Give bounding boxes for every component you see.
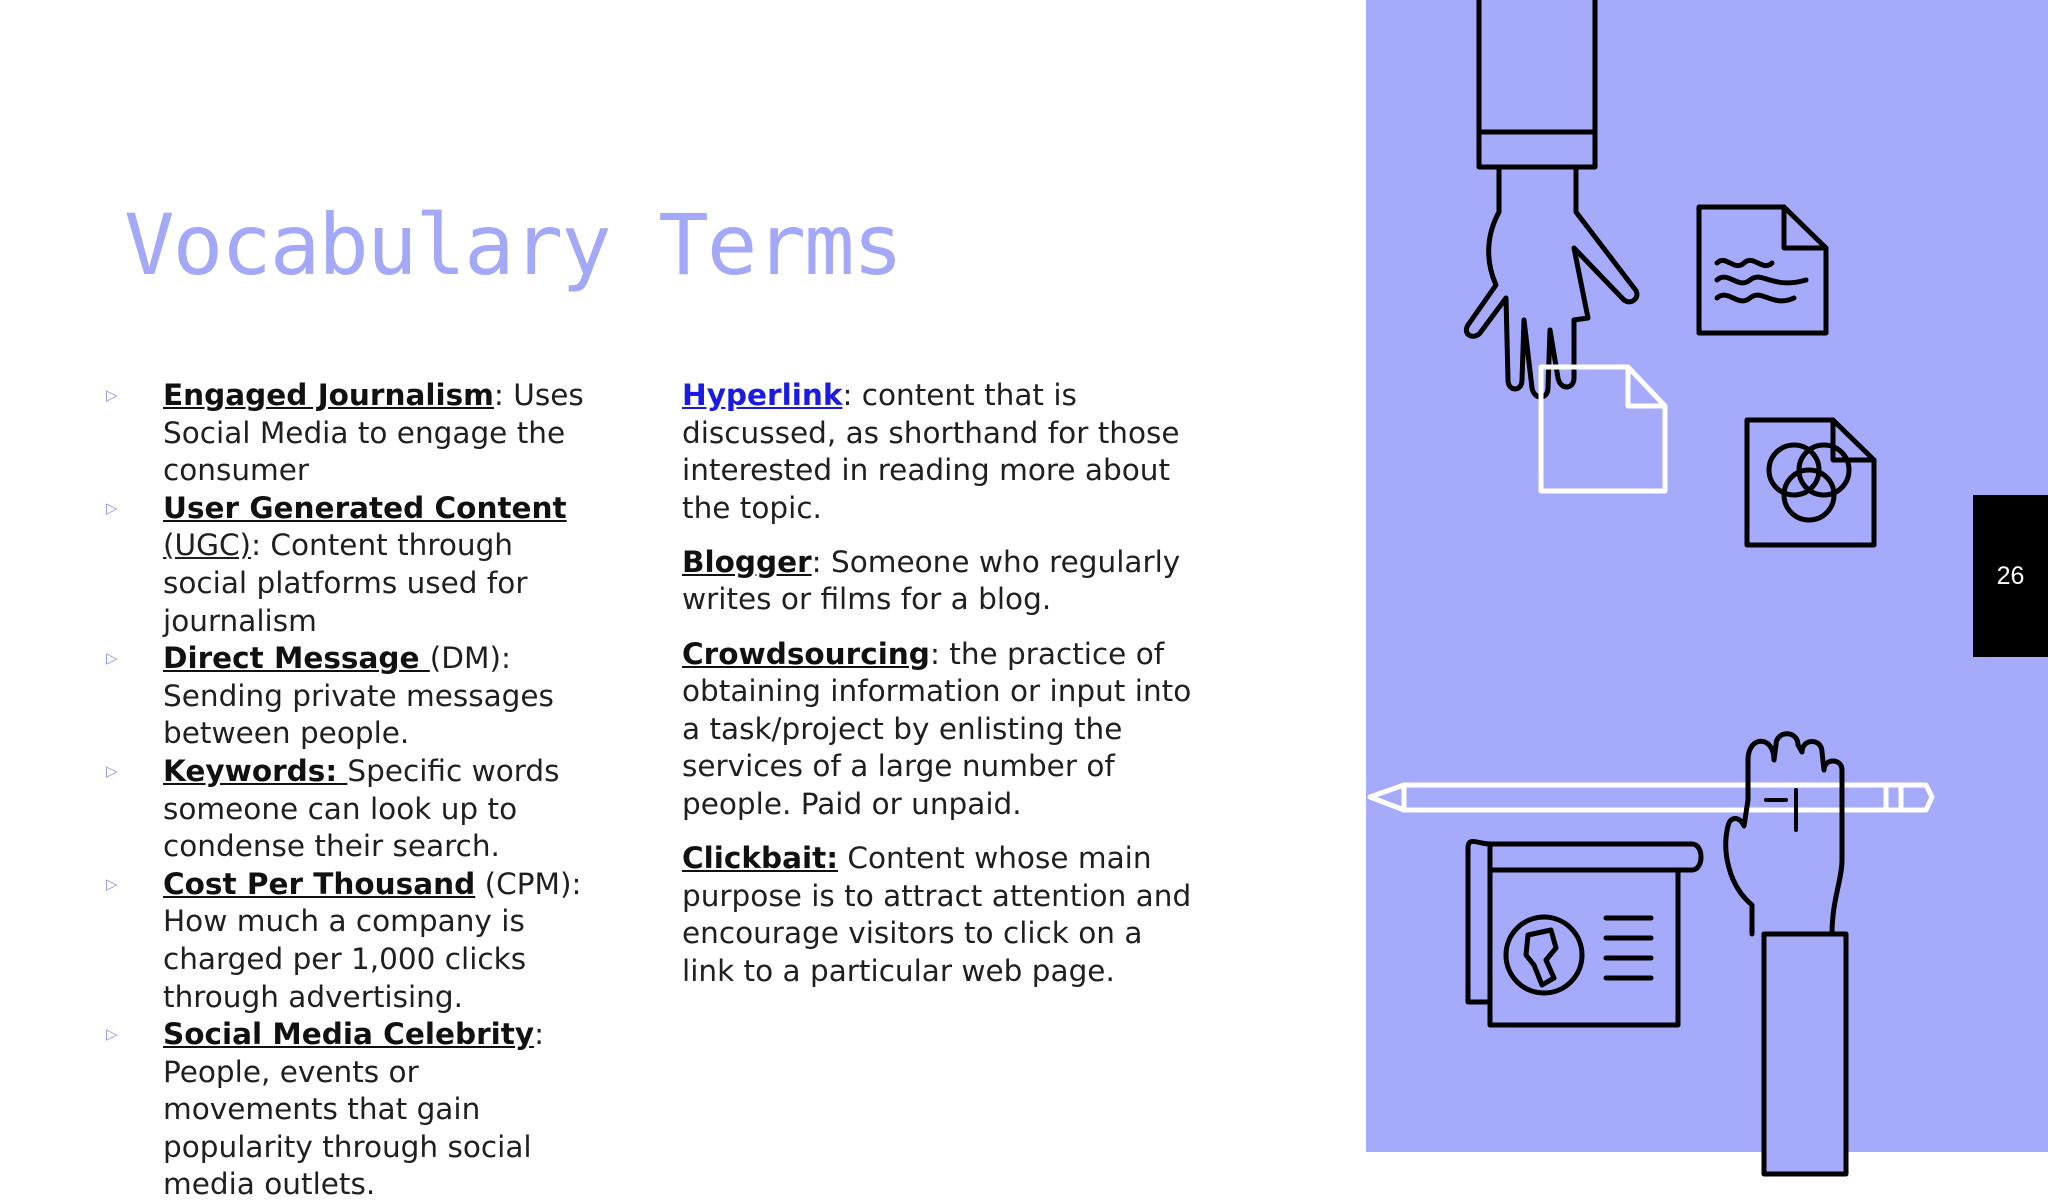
term: Keywords: <box>163 753 348 788</box>
hand-reaching-icon <box>1466 0 1637 397</box>
page-number-tab <box>1973 495 2048 657</box>
list-item <box>106 753 592 866</box>
bullet-triangle-icon: ▷ <box>106 874 118 893</box>
list-item <box>106 490 592 640</box>
term-paragraph <box>682 377 1202 527</box>
term: Blogger <box>682 544 812 579</box>
bullet-triangle-icon: ▷ <box>106 386 118 404</box>
list-item <box>106 377 592 490</box>
definition: : Uses Social Media to engage the consumer <box>163 378 584 488</box>
venn-document-icon <box>1747 420 1874 545</box>
hand-holding-pencil-icon <box>1370 734 1932 1174</box>
term: Direct Message <box>163 641 430 676</box>
bullet-triangle-icon: ▷ <box>106 649 118 668</box>
term: Cost Per Thousand <box>163 866 476 901</box>
term: Engaged Journalism <box>163 378 494 412</box>
term: Clickbait: <box>682 841 839 876</box>
term-paragraph <box>682 636 1202 824</box>
definition: : the practice of obtaining information or input into a task/project by enlisting the services of a large number of people. Paid or unpaid. <box>682 636 1192 821</box>
term: Social Media Celebrity <box>163 1017 535 1052</box>
definition: Specific words someone can look up to condense their search. <box>163 753 560 864</box>
term: User Generated Content <box>163 490 567 525</box>
definition: Content whose main purpose is to attract attention and encourage visitors to click on a link to a particular web page. <box>682 841 1192 988</box>
bullet-triangle-icon: ▷ <box>106 761 118 780</box>
term-paragraph <box>682 544 1202 619</box>
definition: : People, events or movements that gain popularity through social media outlets. <box>163 1017 545 1202</box>
list-item <box>106 640 592 753</box>
page-number: 26 <box>1996 561 2025 590</box>
definition: : Content through social platforms used for journalism <box>163 528 528 638</box>
hyperlink-term[interactable]: Hyperlink <box>682 378 843 412</box>
document-lines-icon <box>1699 207 1826 333</box>
definition: (DM): Sending private messages between people. <box>163 641 554 751</box>
right-term-list <box>682 377 1202 1007</box>
definition: (CPM): How much a company is charged per 1,000 clicks through advertising. <box>163 866 582 1014</box>
world-map-scroll-icon <box>1468 841 1701 1025</box>
illustration-panel <box>1366 0 2048 1152</box>
definition: : content that is discussed, as shorthand for those interested in reading more about the topic. <box>682 378 1180 525</box>
list-item <box>106 1016 592 1204</box>
term-abbreviation: (UGC) <box>163 528 252 563</box>
list-item <box>106 866 592 1016</box>
term: Crowdsourcing <box>682 636 930 671</box>
definition: : Someone who regularly writes or films for a blog. <box>682 544 1181 617</box>
left-term-list <box>106 377 592 1204</box>
bullet-triangle-icon: ▷ <box>106 1025 118 1044</box>
illustration <box>1366 0 2048 1152</box>
bullet-triangle-icon: ▷ <box>106 498 118 517</box>
term-paragraph <box>682 840 1202 990</box>
slide-title: Vocabulary Terms <box>124 196 902 294</box>
